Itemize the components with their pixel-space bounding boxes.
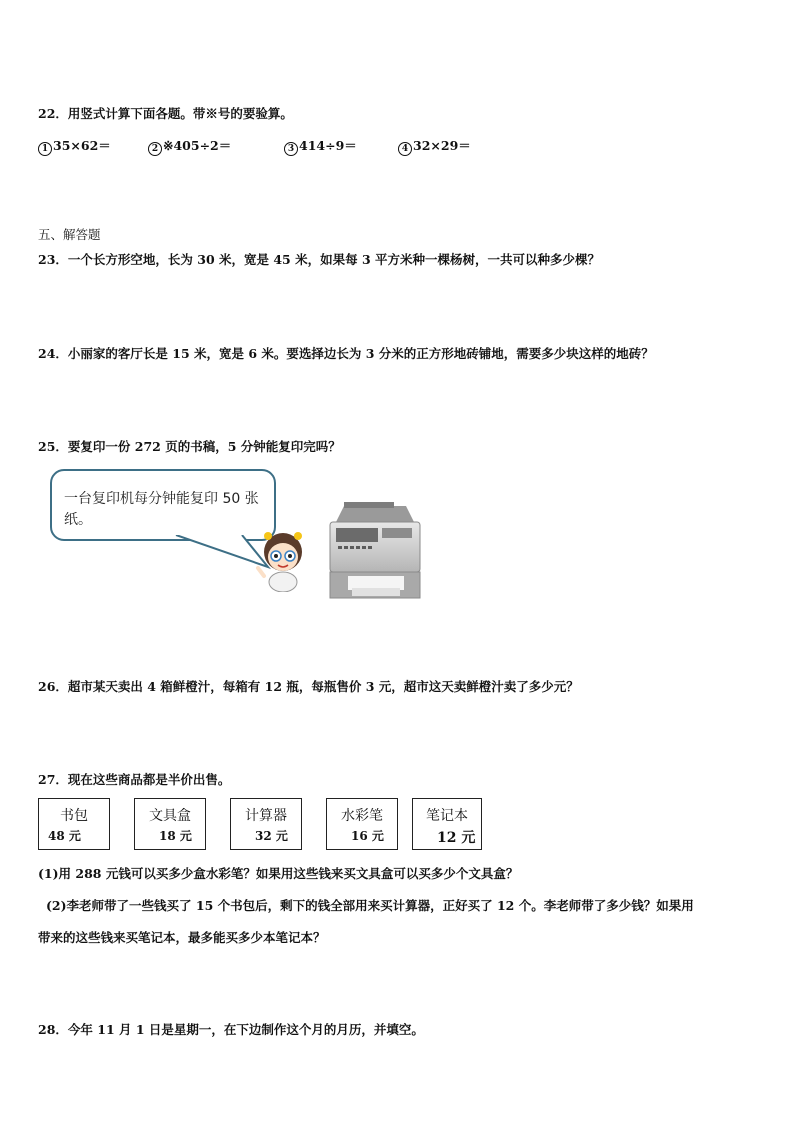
q22-expr-2: ※405÷2＝ bbox=[163, 138, 232, 153]
q28-text: 28．今年 11 月 1 日是星期一，在下边制作这个月的月历，并填空。 bbox=[38, 1022, 424, 1037]
product-box-3 bbox=[230, 798, 302, 850]
q22-expr-1: 35×62＝ bbox=[53, 138, 111, 153]
copier-machine-icon bbox=[326, 500, 422, 604]
q26-text: 26．超市某天卖出 4 箱鲜橙汁，每箱有 12 瓶，每瓶售价 3 元，超市这天卖鲜橙汁卖了多少元？ bbox=[38, 679, 579, 694]
product-price-5: 12 元 bbox=[437, 830, 476, 846]
product-box-4 bbox=[326, 798, 398, 850]
q23-text: 23．一个长方形空地，长为 30 米，宽是 45 米，如果每 3 平方米种一棵杨树，一共可以种多少棵？ bbox=[38, 252, 600, 267]
q27-sub2-line2: 带来的这些钱来买笔记本，最多能买多少本笔记本？ bbox=[38, 930, 326, 945]
q25-text: 25．要复印一份 272 页的书稿，5 分钟能复印完吗？ bbox=[38, 439, 341, 454]
q22-item-3 bbox=[284, 136, 357, 156]
circle-number-1: 1 bbox=[38, 142, 52, 156]
product-price-2: 18 元 bbox=[159, 829, 192, 843]
speech-bubble-text: 一台复印机每分钟能复印 50 张纸。 bbox=[64, 491, 259, 528]
section-title: 五、解答题 bbox=[38, 227, 101, 242]
product-price-1: 48 元 bbox=[48, 829, 81, 843]
product-name-1: 书包 bbox=[60, 808, 88, 824]
product-name-5: 笔记本 bbox=[426, 808, 468, 824]
product-box-1 bbox=[38, 798, 110, 850]
q22-expr-4: 32×29＝ bbox=[413, 138, 471, 153]
product-price-4: 16 元 bbox=[351, 829, 384, 843]
circle-number-4: 4 bbox=[398, 142, 412, 156]
product-name-4: 水彩笔 bbox=[341, 808, 383, 824]
product-name-3: 计算器 bbox=[245, 808, 287, 824]
q27-text: 27．现在这些商品都是半价出售。 bbox=[38, 772, 231, 787]
q22-item-2 bbox=[148, 136, 231, 156]
q22-expr-3: 414÷9＝ bbox=[299, 138, 357, 153]
q22-item-4 bbox=[398, 136, 471, 156]
product-price-3: 32 元 bbox=[255, 829, 288, 843]
girl-cartoon-icon bbox=[254, 524, 312, 592]
q27-sub1: (1)用 288 元钱可以买多少盒水彩笔？如果用这些钱来买文具盒可以买多少个文具盒？ bbox=[38, 866, 519, 881]
product-box-2 bbox=[134, 798, 206, 850]
circle-number-3: 3 bbox=[284, 142, 298, 156]
q27-sub2-line1: (2)李老师带了一些钱买了 15 个书包后，剩下的钱全部用来买计算器，正好买了 12 个。李老师带了多少钱？如果用 bbox=[46, 898, 694, 913]
speech-bubble bbox=[50, 469, 276, 541]
product-name-2: 文具盒 bbox=[149, 808, 191, 824]
q24-text: 24．小丽家的客厅长是 15 米，宽是 6 米。要选择边长为 3 分米的正方形地砖铺地，需要多少块这样的地砖？ bbox=[38, 346, 654, 361]
product-box-5 bbox=[412, 798, 482, 850]
circle-number-2: 2 bbox=[148, 142, 162, 156]
q22-title: 22．用竖式计算下面各题。带※号的要验算。 bbox=[38, 106, 293, 121]
q22-item-1 bbox=[38, 136, 111, 156]
